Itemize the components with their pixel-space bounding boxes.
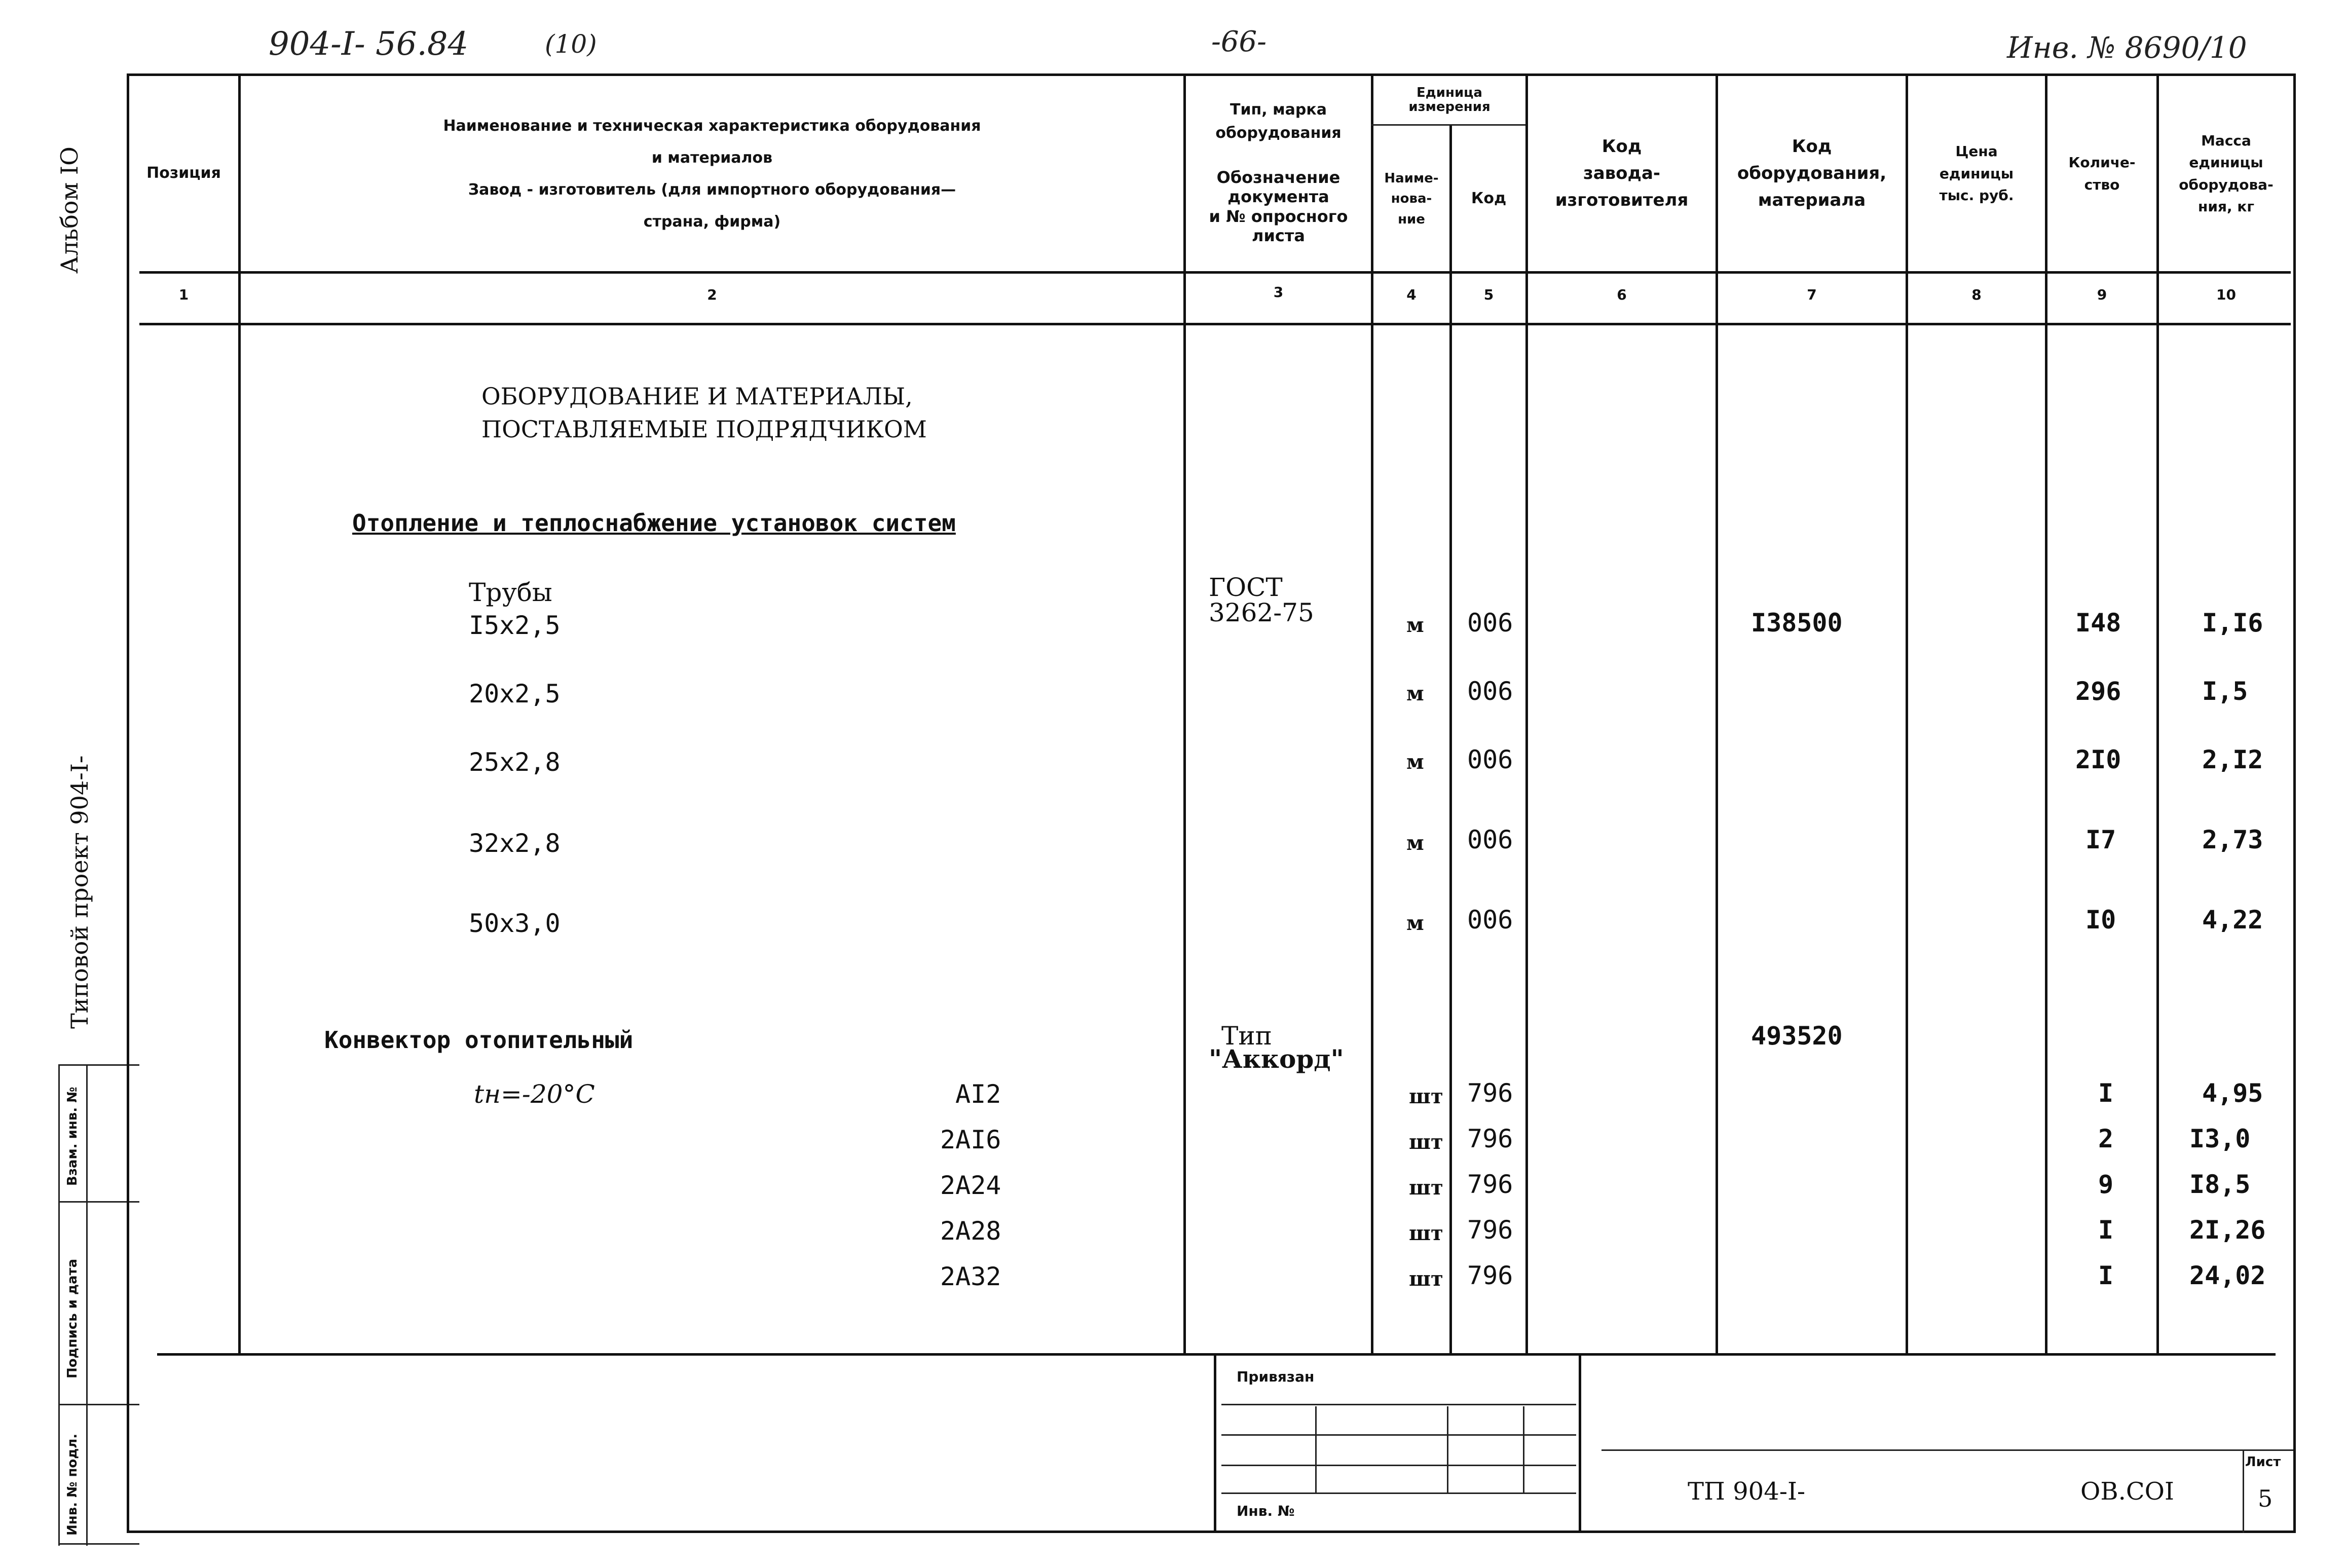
- pipes-type-line-2: 3262-75: [1209, 598, 1314, 627]
- frame-bottom: [127, 1530, 2296, 1533]
- section-title-line-2: ПОСТАВЛЯЕМЫЕ ПОДРЯДЧИКОМ: [481, 416, 927, 443]
- album-label: Альбом IO: [56, 146, 83, 274]
- convector-material-code: 493520: [1751, 1021, 1843, 1051]
- col-number-9: 9: [2097, 286, 2107, 303]
- convector-mass: 4,95: [2202, 1078, 2263, 1108]
- section-subtitle: Отопление и теплоснабжение установок систем: [352, 509, 956, 537]
- header-document: Обозначение документа и № опросного листа: [1209, 167, 1348, 245]
- col-number-3: 3: [1273, 284, 1284, 301]
- convector-mass: 24,02: [2189, 1261, 2266, 1290]
- col-number-10: 10: [2216, 286, 2236, 303]
- stamp-replaced-inv: Взам. инв. №: [65, 1087, 80, 1186]
- header-quantity: Количе- ство: [2068, 154, 2136, 193]
- pipe-quantity: 2I0: [2075, 745, 2121, 774]
- convector-type-line-1: Тип: [1221, 1021, 1272, 1051]
- convector-unit: шт: [1409, 1085, 1443, 1108]
- pipes-name: Трубы: [469, 578, 552, 607]
- pipe-unit: м: [1406, 613, 1424, 637]
- convector-unit-code: 796: [1467, 1170, 1513, 1199]
- inventory-label: Инв. №: [1237, 1503, 1295, 1519]
- pipe-mass: 4,22: [2202, 905, 2263, 935]
- pipe-unit-code: 006: [1467, 745, 1513, 774]
- convector-unit-code: 796: [1467, 1124, 1513, 1153]
- convector-mass: I3,0: [2189, 1124, 2251, 1153]
- page-number: -66-: [1211, 25, 1267, 58]
- convector-model: 2A24: [940, 1171, 1001, 1200]
- header-mass: Масса единицы оборудова- ния, кг: [2179, 132, 2274, 215]
- pipe-size: 32x2,8: [469, 829, 561, 858]
- header-type: Тип, марка оборудования: [1215, 100, 1342, 142]
- project-label: Типовой проект 904-I-: [66, 755, 93, 1029]
- pipe-mass: 2,73: [2202, 825, 2263, 854]
- convector-model: 2A28: [940, 1216, 1001, 1246]
- convector-unit-code: 796: [1467, 1215, 1513, 1245]
- header-unit-name: Наиме- нова- ние: [1384, 171, 1439, 227]
- stamp-original-inv: Инв. № подл.: [65, 1433, 80, 1536]
- stamp-signature-date: Подпись и дата: [65, 1258, 80, 1378]
- convector-quantity: 9: [2098, 1170, 2114, 1199]
- header-unit-group: Единица измерения: [1408, 85, 1491, 115]
- pipe-mass: I,5: [2202, 677, 2248, 706]
- sheet-label: Лист: [2245, 1454, 2281, 1470]
- convector-quantity: 2: [2098, 1124, 2114, 1153]
- col-number-8: 8: [1971, 286, 1982, 303]
- convector-mass: 2I,26: [2189, 1215, 2266, 1245]
- pipe-material-code: I38500: [1751, 608, 1843, 638]
- convector-quantity: I: [2098, 1078, 2114, 1108]
- convector-unit: шт: [1409, 1221, 1443, 1245]
- pipe-unit-code: 006: [1467, 677, 1513, 706]
- pipe-unit: м: [1406, 911, 1424, 935]
- convector-model: AI2: [955, 1079, 1001, 1109]
- pipe-quantity: I48: [2075, 608, 2121, 638]
- bound-label: Привязан: [1237, 1368, 1315, 1385]
- pipe-quantity: I0: [2085, 905, 2116, 935]
- pipe-size: 25x2,8: [469, 748, 561, 777]
- col-number-2: 2: [707, 286, 717, 303]
- header-position: Позиция: [146, 164, 221, 182]
- pipe-unit-code: 006: [1467, 608, 1513, 638]
- convector-quantity: I: [2098, 1215, 2114, 1245]
- document-code: 904-I- 56.84: [269, 25, 469, 63]
- pipe-unit: м: [1406, 831, 1424, 855]
- title-block-project: ТП 904-I-: [1688, 1477, 1806, 1506]
- header-price: Цена единицы тыс. руб.: [1939, 143, 2014, 204]
- convector-mass: I8,5: [2189, 1170, 2251, 1199]
- col-number-4: 4: [1406, 286, 1417, 303]
- convector-unit-code: 796: [1467, 1078, 1513, 1108]
- pipe-unit-code: 006: [1467, 905, 1513, 935]
- col-number-7: 7: [1807, 286, 1817, 303]
- col-number-5: 5: [1483, 286, 1494, 303]
- convector-model: 2A32: [940, 1262, 1001, 1291]
- convector-name: Конвектор отопительный: [324, 1026, 634, 1054]
- frame-right: [2293, 73, 2296, 1533]
- pipe-mass: I,I6: [2202, 608, 2263, 638]
- pipe-unit-code: 006: [1467, 825, 1513, 854]
- pipe-size: 50x3,0: [469, 909, 561, 938]
- pipe-mass: 2,I2: [2202, 745, 2263, 774]
- header-unit-code: Код: [1471, 190, 1507, 208]
- pipe-quantity: I7: [2085, 825, 2116, 854]
- pipe-unit: м: [1406, 750, 1424, 774]
- title-block-code: ОВ.СОI: [2080, 1477, 2174, 1506]
- convector-unit: шт: [1409, 1130, 1443, 1154]
- pipe-size: 20x2,5: [469, 679, 561, 708]
- convector-unit: шт: [1409, 1176, 1443, 1200]
- section-title-line-1: ОБОРУДОВАНИЕ И МАТЕРИАЛЫ,: [481, 383, 913, 410]
- convector-quantity: I: [2098, 1261, 2114, 1290]
- col-number-6: 6: [1617, 286, 1627, 303]
- convector-type-line-2: "Аккорд": [1209, 1044, 1344, 1074]
- pipes-type-line-1: ГОСТ: [1209, 573, 1283, 602]
- sheet-number: 5: [2258, 1485, 2273, 1512]
- convector-temperature: tн=-20°C: [474, 1079, 595, 1109]
- inventory-number: Инв. № 8690/10: [2007, 30, 2247, 65]
- document-code-suffix: (10): [545, 29, 597, 59]
- header-name: Наименование и техническая характеристика оборудования и материалов Завод - изготовитель (для импортного оборудования— страна, фирма): [443, 117, 981, 231]
- convector-unit: шт: [1409, 1267, 1443, 1291]
- convector-model: 2AI6: [940, 1125, 1001, 1154]
- pipe-unit: м: [1406, 682, 1424, 705]
- convector-unit-code: 796: [1467, 1261, 1513, 1290]
- pipe-quantity: 296: [2075, 677, 2121, 706]
- pipe-size: I5x2,5: [469, 611, 561, 640]
- header-factory-code: Код завода- изготовителя: [1555, 136, 1689, 210]
- col-number-1: 1: [178, 286, 189, 303]
- header-material-code: Код оборудования, материала: [1737, 136, 1887, 210]
